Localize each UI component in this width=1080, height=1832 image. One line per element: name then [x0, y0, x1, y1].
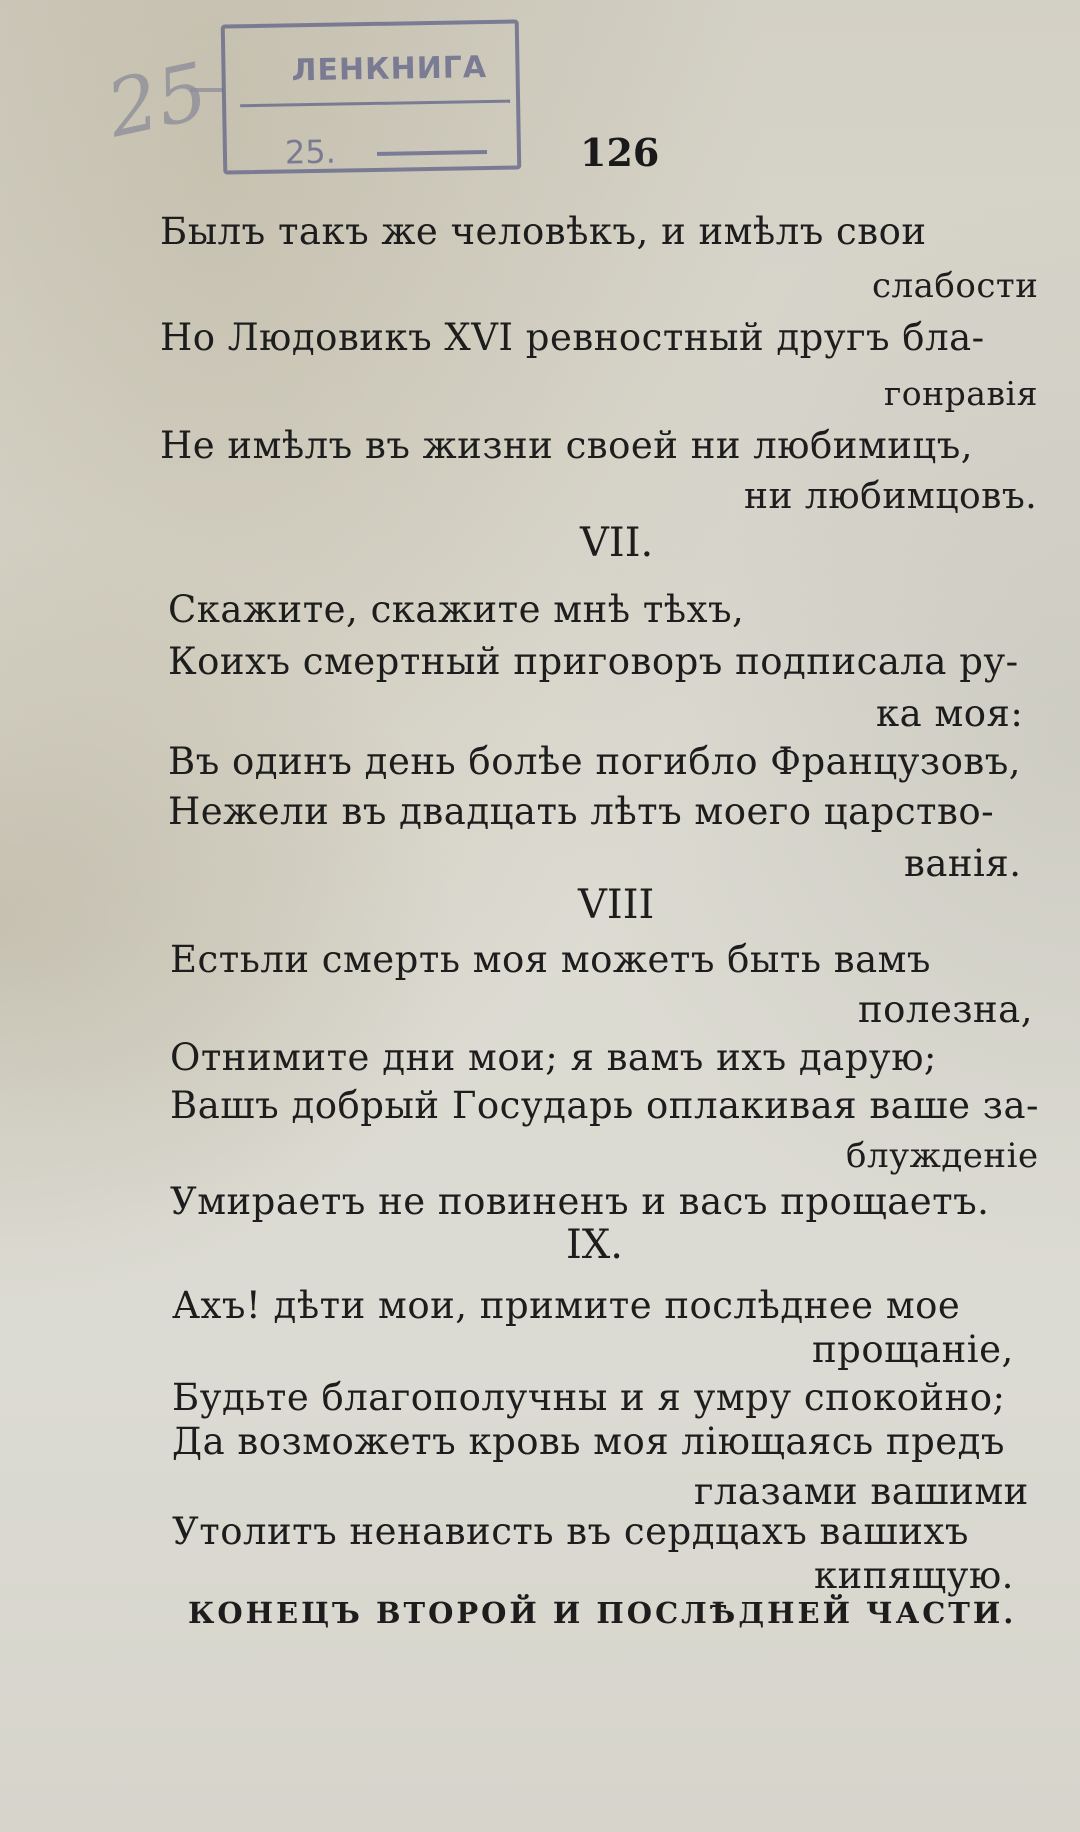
verse-line: полезна,	[858, 988, 1033, 1031]
stamp-divider	[240, 100, 510, 108]
library-stamp	[221, 19, 522, 174]
verse-line: Не имѣлъ въ жизни своей ни любимицъ,	[160, 424, 973, 467]
stamp-number: 25.	[284, 132, 337, 172]
verse-line: Умираетъ не повиненъ и васъ прощаетъ.	[170, 1180, 990, 1223]
verse-line: Коихъ смертный приговоръ подписала ру-	[168, 640, 1019, 683]
verse-line: Но Людовикъ XVI ревностный другъ бла-	[160, 316, 985, 359]
stamp-dash	[377, 150, 487, 156]
stanza-number: VII.	[580, 520, 654, 566]
verse-line: Отнимите дни мои; я вамъ ихъ дарую;	[170, 1036, 937, 1079]
verse-line: Нежели въ двадцать лѣтъ моего царство-	[168, 790, 995, 833]
verse-line: кипящую.	[814, 1554, 1014, 1597]
verse-line: Будьте благополучны и я умру спокойно;	[172, 1376, 1006, 1419]
pencil-stroke	[190, 88, 224, 92]
stamp-title: ЛЕНКНИГА	[291, 49, 488, 89]
verse-line: Скажите, скажите мнѣ тѣхъ,	[168, 588, 745, 631]
verse-line: Да возможетъ кровь моя ліющаясь предъ	[172, 1420, 1005, 1463]
verse-line: Въ одинъ день болѣе погибло Французовъ,	[168, 740, 1022, 783]
verse-line: Естьли смерть моя можетъ быть вамъ	[170, 938, 931, 981]
handwritten-mark: 25	[99, 46, 216, 156]
closing-line: КОНЕЦЪ ВТОРОЙ И ПОСЛѢДНЕЙ ЧАСТИ.	[188, 1596, 1017, 1630]
verse-line: Ахъ! дѣти мои, примите послѣднее мое	[172, 1284, 961, 1327]
verse-line: слабости	[872, 266, 1039, 306]
page-number: 126	[580, 130, 660, 175]
verse-line: ка моя:	[876, 692, 1024, 735]
verse-line: глазами вашими	[694, 1470, 1029, 1513]
verse-line: ни любимцовъ.	[744, 476, 1038, 517]
verse-line: Былъ такъ же человѣкъ, и имѣлъ свои	[160, 210, 927, 253]
verse-line: Вашъ добрый Государь оплакивая ваше за-	[170, 1084, 1040, 1127]
verse-line: гонравія	[884, 374, 1038, 413]
verse-line: блужденіе	[846, 1136, 1039, 1176]
verse-line: ванія.	[904, 842, 1022, 885]
verse-line: Утолитъ ненависть въ сердцахъ вашихъ	[172, 1510, 969, 1553]
verse-line: прощаніе,	[812, 1328, 1014, 1371]
stanza-number: IX.	[566, 1222, 623, 1268]
stanza-number: VIII	[578, 882, 655, 928]
